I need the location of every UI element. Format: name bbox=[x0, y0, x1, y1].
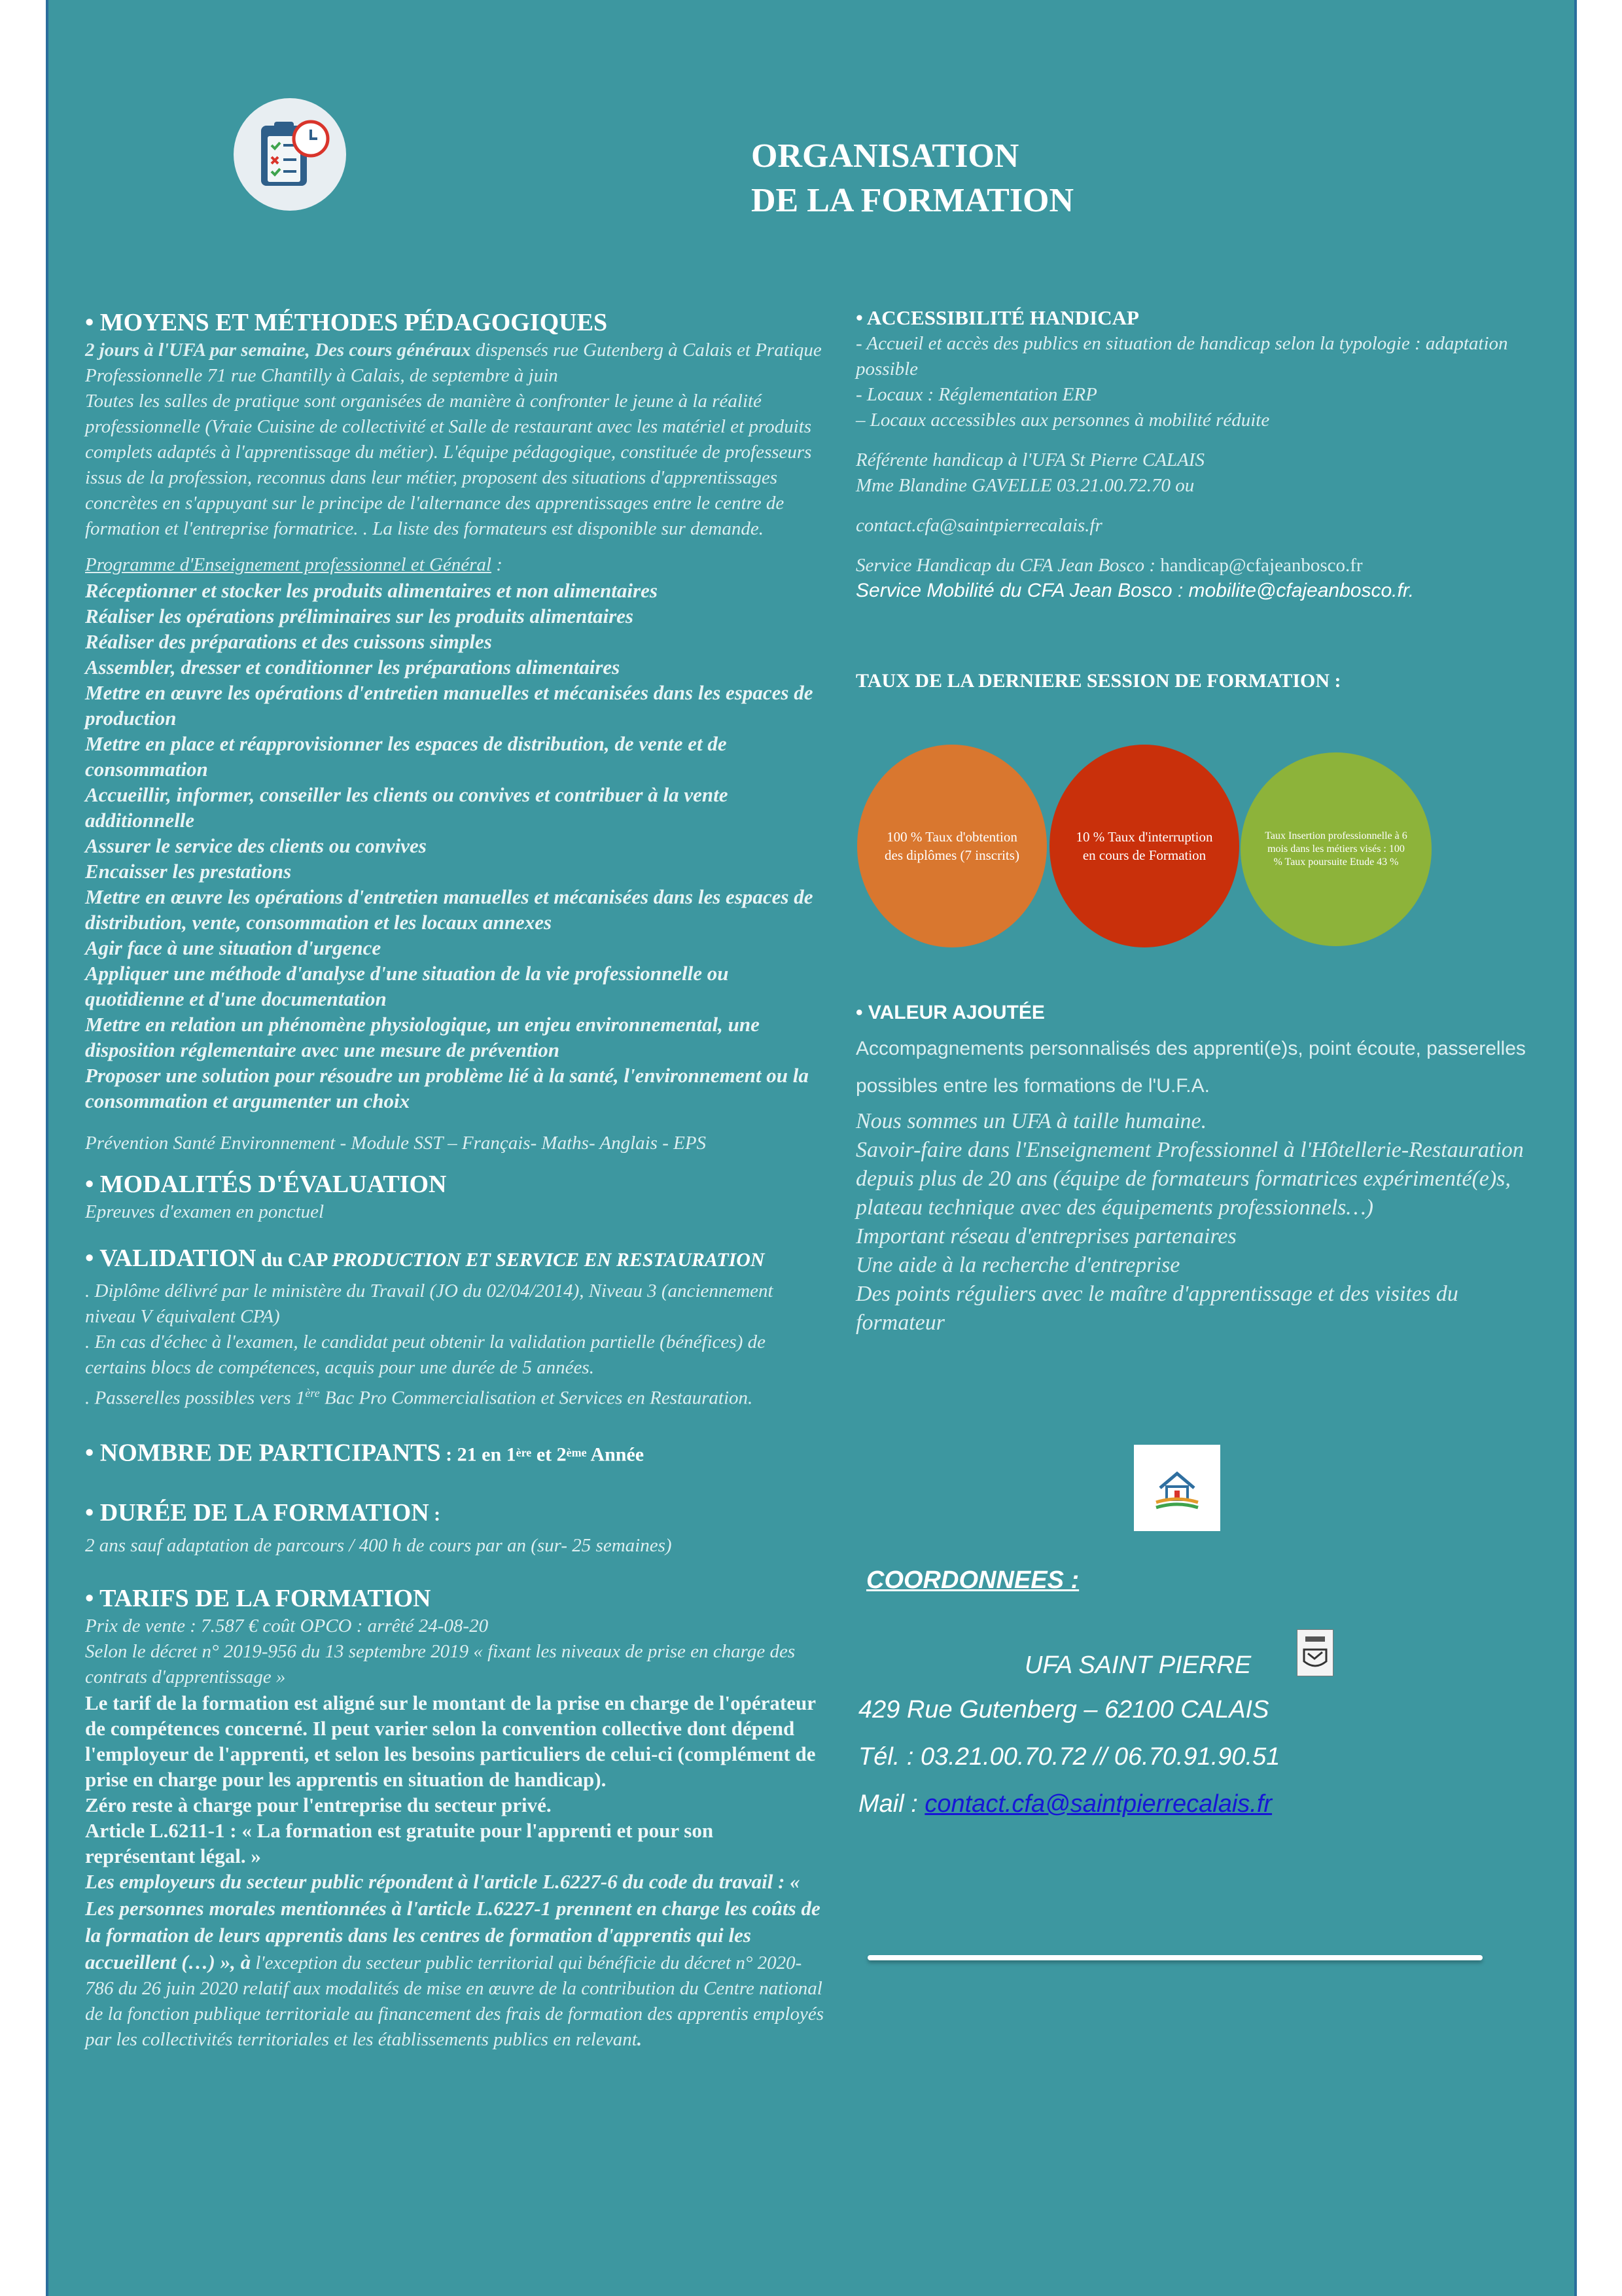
title-line-2: DE LA FORMATION bbox=[751, 182, 1074, 219]
validation-heading-du: du CAP bbox=[256, 1249, 332, 1271]
taux-circle-text: 100 % Taux d'obtention des diplômes (7 inscrits) bbox=[885, 829, 1019, 863]
valeur-line: Important réseau d'entreprises partenaires bbox=[856, 1224, 1237, 1248]
coordonnees-name: UFA SAINT PIERRE bbox=[1025, 1651, 1252, 1679]
header-logo bbox=[234, 98, 346, 211]
moyens-intro-rest: dispensés rue Gutenberg à Calais et Pratique Professionnelle 71 rue Chantilly à Calais, de septembre à juin bbox=[85, 340, 822, 386]
modules-line: Prévention Santé Environnement - Module SST – Français- Maths- Anglais - EPS bbox=[85, 1133, 707, 1154]
duree-text: 2 ans sauf adaptation de parcours / 400 h de cours par an (sur- 25 semaines) bbox=[85, 1534, 672, 1556]
taux-circle-interruption bbox=[1049, 745, 1239, 947]
valeur-sans-text: Accompagnements personnalisés des apprenti(e)s, point écoute, passerelles possibles entre les formations de l'U.F.A. bbox=[856, 1038, 1526, 1097]
tarifs-heading: • TARIFS DE LA FORMATION bbox=[85, 1584, 431, 1612]
service-handicap-label: Service Handicap du CFA Jean Bosco : bbox=[856, 555, 1161, 576]
valeur-heading: • VALEUR AJOUTÉE bbox=[856, 1002, 1045, 1023]
programme-item: Agir face à une situation d'urgence bbox=[85, 936, 381, 959]
moyens-intro-bold: 2 jours à l'UFA par semaine, Des cours généraux bbox=[85, 340, 471, 361]
tarifs-para-4-end: . bbox=[637, 2028, 643, 2050]
programme-label-colon: : bbox=[491, 554, 502, 575]
tarifs-para-4-rest: l'exception du secteur public territorial qui bénéficie du décret n° 2020-786 du 26 juin 2020 relatif aux modalités de mise en œuvre de la contribution du Centre national de la fonction publique territoriale au financement des frais de formation des apprentis employés par les collectivités territoriales et les établissements publics en relevant bbox=[85, 1952, 824, 2050]
taux-circle-diplomes bbox=[857, 745, 1047, 947]
moyens-paragraph: Toutes les salles de pratique sont organisées de manière à confronter le jeune à la réalité professionnelle (Vraie Cuisine de collectivité et Salle de restaurant avec les matériel et produits complets adaptés à l'apprentissage du métier). L'équipe pédagogique, constituée de professeurs issus de la profession, reconnus dans leur métier, proposent des situations d'apprentissages concrètes en s'appuyant sur le principe de l'alternance des apprentissages entre le centre de formation et l'entreprise formatrice. . La liste des formateurs est disponible sur demande. bbox=[85, 391, 812, 539]
valeur-line: Savoir-faire dans l'Enseignement Professionnel à l'Hôtellerie-Restauration depuis plus de 20 ans (équipe de formateurs formatrices expérimenté(e)s, plateau technique avec des équipements professionnels…) bbox=[856, 1138, 1524, 1220]
accessibilite-section bbox=[856, 305, 1536, 603]
duree-heading bbox=[85, 1498, 824, 1533]
moyens-intro bbox=[85, 338, 824, 389]
house-logo bbox=[1134, 1445, 1220, 1531]
service-handicap-email: handicap@cfajeanbosco.fr bbox=[1160, 555, 1363, 576]
programme-item: Réaliser des préparations et des cuissons simples bbox=[85, 630, 492, 653]
valeur-line: Une aide à la recherche d'entreprise bbox=[856, 1253, 1180, 1277]
participants-sup-1: ère bbox=[516, 1445, 532, 1459]
valeur-section bbox=[856, 1000, 1536, 1337]
programme-label bbox=[85, 552, 824, 578]
validation-line-3-post: Bac Pro Commercialisation et Services en Restauration. bbox=[319, 1387, 753, 1409]
page-title bbox=[751, 134, 1074, 223]
validation-heading-main: • VALIDATION bbox=[85, 1245, 256, 1272]
programme-list bbox=[85, 578, 824, 1114]
validation-heading bbox=[85, 1243, 824, 1279]
referente-line-1: Référente handicap à l'UFA St Pierre CALAIS bbox=[856, 450, 1205, 470]
participants-text-c: Année bbox=[586, 1443, 644, 1465]
participants-heading bbox=[85, 1438, 824, 1473]
programme-item: Assurer le service des clients ou convives bbox=[85, 834, 427, 857]
programme-label-text: Programme d'Enseignement professionnel et Général bbox=[85, 554, 491, 575]
taux-heading: TAUX DE LA DERNIERE SESSION DE FORMATION : bbox=[856, 670, 1341, 692]
tarifs-para-1: Le tarif de la formation est aligné sur le montant de la prise en charge de l'opérateur de compétences concerné. Il peut varier selon la convention collective dont dépend l'employeur de l'apprenti, et selon les besoins particuliers de celui-ci (complément de prise en charge pour les apprentis en situation de handicap). bbox=[85, 1691, 816, 1791]
valeur-line: Des points réguliers avec le maître d'apprentissage et des visites du formateur bbox=[856, 1282, 1458, 1335]
programme-item: Proposer une solution pour résoudre un problème lié à la santé, l'environnement ou la consommation et argumenter un choix bbox=[85, 1064, 809, 1112]
programme-item: Encaisser les prestations bbox=[85, 860, 292, 883]
modalites-heading: • MODALITÉS D'ÉVALUATION bbox=[85, 1171, 447, 1198]
validation-heading-cap: PRODUCTION ET SERVICE EN RESTAURATION bbox=[332, 1249, 765, 1271]
modalites-text: Epreuves d'examen en ponctuel bbox=[85, 1201, 325, 1222]
participants-sup-2: ème bbox=[566, 1445, 587, 1459]
house-icon bbox=[1134, 1445, 1220, 1531]
coordonnees-mail-link[interactable]: contact.cfa@saintpierrecalais.fr bbox=[925, 1790, 1273, 1818]
duree-heading-main: • DURÉE DE LA FORMATION bbox=[85, 1498, 429, 1527]
referente-line-2: Mme Blandine GAVELLE 03.21.00.72.70 ou bbox=[856, 475, 1195, 496]
referente-contact: contact.cfa@saintpierrecalais.fr bbox=[856, 515, 1102, 536]
taux-circle-text: 10 % Taux d'interruption en cours de Formation bbox=[1076, 829, 1213, 863]
school-crest-icon bbox=[1297, 1630, 1333, 1676]
tarifs-prix: Prix de vente : 7.587 € coût OPCO : arrêté 24-08-20 bbox=[85, 1615, 489, 1636]
service-mobilite: Service Mobilité du CFA Jean Bosco : mobilite@cfajeanbosco.fr. bbox=[856, 580, 1415, 601]
accessibilite-heading: • ACCESSIBILITÉ HANDICAP bbox=[856, 306, 1139, 329]
moyens-heading: • MOYENS ET MÉTHODES PÉDAGOGIQUES bbox=[85, 309, 608, 336]
checklist-clock-icon bbox=[234, 98, 346, 211]
footer-divider bbox=[868, 1955, 1483, 1960]
coordonnees-heading bbox=[857, 1566, 1079, 1595]
validation-line-1: . Diplôme délivré par le ministère du Travail (JO du 02/04/2014), Niveau 3 (anciennement niveau V équivalent CPA) bbox=[85, 1280, 773, 1327]
accessibilite-line: - Locaux : Réglementation ERP bbox=[856, 384, 1097, 405]
programme-item: Mettre en relation un phénomène physiologique, un enjeu environnemental, une disposition réglementaire avec une mesure de prévention bbox=[85, 1013, 760, 1061]
title-line-1: ORGANISATION bbox=[751, 137, 1019, 175]
validation-line-3-pre: . Passerelles possibles vers 1 bbox=[85, 1387, 306, 1409]
programme-item: Mettre en œuvre les opérations d'entretien manuelles et mécanisées dans les espaces de production bbox=[85, 681, 813, 730]
tarifs-para-4-bold: Les employeurs du secteur public répondent à l'article L.6227-6 du code du travail : « Les personnes morales mentionnées à l'article L.6227-1 prennent en charge les coûts de la formation de leurs apprentis dans les centres de formation d'apprentis qui les accueillent (…) », à bbox=[85, 1869, 820, 1973]
coordonnees-heading-text: COORDONNEES : bbox=[866, 1566, 1080, 1594]
coordonnees-mail-label: Mail : bbox=[858, 1790, 925, 1818]
duree-colon: : bbox=[429, 1503, 441, 1525]
validation-line-3-sup: ère bbox=[305, 1386, 320, 1400]
accessibilite-line: - Accueil et accès des publics en situation de handicap selon la typologie : adaptation possible bbox=[856, 333, 1508, 380]
programme-item: Accueillir, informer, conseiller les clients ou convives et contribuer à la vente additionnelle bbox=[85, 783, 728, 832]
validation-line-3 bbox=[85, 1381, 824, 1411]
valeur-line: Nous sommes un UFA à taille humaine. bbox=[856, 1109, 1207, 1133]
service-handicap bbox=[856, 553, 1536, 578]
programme-item: Réceptionner et stocker les produits alimentaires et non alimentaires bbox=[85, 579, 658, 602]
left-column bbox=[85, 308, 824, 2053]
tarifs-para-3: Article L.6211-1 : « La formation est gratuite pour l'apprenti et pour son représentant légal. » bbox=[85, 1818, 714, 1867]
validation-line-2: . En cas d'échec à l'examen, le candidat peut obtenir la validation partielle (bénéfices) de certains blocs de compétences, acquis pour une durée de 5 années. bbox=[85, 1332, 766, 1378]
taux-circle-insertion bbox=[1241, 752, 1432, 946]
programme-item: Mettre en œuvre les opérations d'entretien manuelles et mécanisées dans les espaces de distribution, vente, consommation et les locaux annexes bbox=[85, 885, 813, 934]
tarifs-para-4 bbox=[85, 1869, 824, 2053]
participants-heading-main: • NOMBRE DE PARTICIPANTS bbox=[85, 1438, 441, 1466]
tarifs-para-2: Zéro reste à charge pour l'entreprise du secteur privé. bbox=[85, 1793, 552, 1816]
participants-text-a: : 21 en 1 bbox=[440, 1443, 516, 1465]
programme-item: Assembler, dresser et conditionner les préparations alimentaires bbox=[85, 656, 620, 679]
coordonnees-address: 429 Rue Gutenberg – 62100 CALAIS bbox=[858, 1696, 1269, 1723]
programme-item: Appliquer une méthode d'analyse d'une situation de la vie professionnelle ou quotidienne et d'une documentation bbox=[85, 962, 729, 1010]
programme-item: Réaliser les opérations préliminaires sur les produits alimentaires bbox=[85, 605, 633, 627]
coordonnees-mail bbox=[858, 1790, 1272, 1818]
school-stamp bbox=[1297, 1629, 1333, 1676]
coordonnees-tel: Tél. : 03.21.00.70.72 // 06.70.91.90.51 bbox=[858, 1743, 1280, 1771]
accessibilite-line: – Locaux accessibles aux personnes à mobilité réduite bbox=[856, 410, 1270, 431]
participants-text-b: et 2 bbox=[531, 1443, 567, 1465]
programme-item: Mettre en place et réapprovisionner les espaces de distribution, de vente et de consommation bbox=[85, 732, 727, 781]
taux-circle-text: Taux Insertion professionnelle à 6 mois dans les métiers visés : 100 % Taux poursuite Etude 43 % bbox=[1265, 830, 1407, 868]
tarifs-decret: Selon le décret n° 2019-956 du 13 septembre 2019 « fixant les niveaux de prise en charge des contrats d'apprentissage » bbox=[85, 1640, 796, 1687]
